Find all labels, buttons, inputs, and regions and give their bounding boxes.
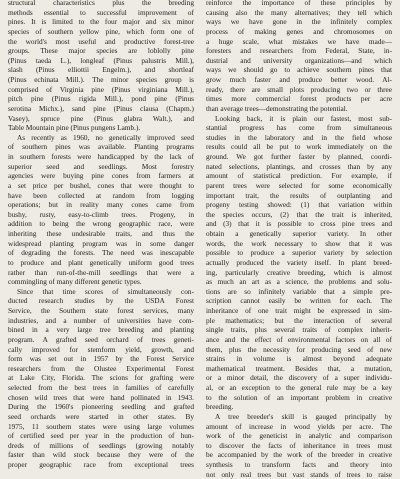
text-line: ance and the effect of environmental factors on all of xyxy=(206,334,392,344)
text-line: as much an art as a science, the problems and solu- xyxy=(206,277,392,287)
text-line: widespread planting program was in some danger xyxy=(8,238,194,248)
text-line: operations; but in reality many cones came from xyxy=(8,200,194,210)
text-line: inheriting these undesirable traits, and thus the xyxy=(8,229,194,238)
text-line: tions are so infinitely variable that a simple pre- xyxy=(206,286,392,296)
text-line: a set price per bushel, cones that were thought to xyxy=(8,180,194,190)
text-line: slash (Pinus elliottii Engelm.), and shortleaf xyxy=(8,65,194,75)
text-line: actually produced the variety itself. In plant breed- xyxy=(206,257,392,267)
text-line: reinforce the importance of these principles by xyxy=(206,0,392,7)
text-line: (Pinus echinata Mill.). The minor species group is xyxy=(8,75,194,84)
text-line: groups. These major species are loblolly pine xyxy=(8,46,194,56)
text-line: not only real trees but vast stands of trees to raise xyxy=(206,469,392,479)
text-line: Vasey), spruce pine (Pinus glabra Walt.), and xyxy=(8,113,194,123)
text-line: ground. We got further faster by planned, coordi- xyxy=(206,152,392,161)
text-line: mathematical treatment. Besides that, a mutation, xyxy=(206,363,392,373)
text-line: Looking back, it is plain our fastest, most sub- xyxy=(215,113,392,123)
text-line: ways we should go to achieve southern pines that xyxy=(206,65,392,75)
text-line: to produce and plant genetically uniform good trees xyxy=(8,257,194,267)
text-line: As recently as 1960, no genetically improved seed xyxy=(17,132,194,142)
text-line: ready, there are small plots producing two or three xyxy=(206,84,392,94)
text-line: have been collected at random from logging xyxy=(8,190,194,200)
text-line: words, the work necessary to show that it was xyxy=(206,238,392,248)
text-line: pines. It is limited to the four major and six minor xyxy=(8,17,194,27)
text-line: causing also the many alternatives; they tell which xyxy=(206,7,392,17)
text-line: work of the geneticist in analytic and comparison xyxy=(206,431,392,441)
text-line: grow much faster and produce better wood. Al- xyxy=(206,75,392,84)
text-line: 1975, 11 southern states were using large volumes xyxy=(8,421,194,431)
text-line: inheritance of one trait might be expressed in sim- xyxy=(206,306,392,315)
text-line: obtain a genetically superior variety. In other xyxy=(206,229,392,238)
text-line: superior seed and seedlings. Most forestry xyxy=(8,161,194,171)
text-line: researchers from the Olustee Experimental Forest xyxy=(8,363,194,373)
text-line: industries, and a number of universities have com- xyxy=(8,315,194,325)
text-line: seed orchards were started in other states. By xyxy=(8,411,194,421)
text-line: ing, particularly creative breeding, which is almost xyxy=(206,267,392,277)
text-line: foresters and researchers from Federal, State, in- xyxy=(206,46,392,56)
text-line: possible to produce a superior variety by selection xyxy=(206,248,392,258)
text-line: them, plus the necessity for producing seed of new xyxy=(206,344,392,354)
text-line: cally improved for stemform yield, growth, and xyxy=(8,344,194,354)
text-line: pitch pine (Pinus rigida Mill.), pond pine (Pinus xyxy=(8,94,194,104)
text-line: bushy, rusty, easy-to-climb trees. Progeny, in xyxy=(8,209,194,219)
text-line: of certified seed per year in the production of hun- xyxy=(8,431,194,441)
text-line: selected from the best trees in families of carefully xyxy=(8,383,194,392)
right-column xyxy=(206,0,392,479)
text-line: nated selections, plantings, and crosses than by any xyxy=(206,161,392,171)
text-line: (Pinus taeda L.), longleaf (Pinus palustris Mill.), xyxy=(8,55,194,65)
text-line: to discover the facts of inheritance in trees must xyxy=(206,440,392,450)
text-line: than average trees—demonstrating the potential. xyxy=(206,103,348,113)
text-line: agencies were buying pine cones from farmers at xyxy=(8,171,194,181)
text-line: breeding. xyxy=(206,402,234,412)
text-line: addition to being the wrong geographic race, were xyxy=(8,219,194,229)
text-line: During the 1960's pioneering seedling and grafted xyxy=(8,402,194,412)
text-line: faster than wild stock because they were of the xyxy=(8,450,194,460)
text-line: strains in volume is almost beyond adequate xyxy=(206,354,392,364)
text-line: of degrading the forests. The need was inescapable xyxy=(8,248,194,258)
text-line: the species occurs, (2) that the trait is inherited, xyxy=(206,209,392,219)
text-line: to the solution of an important problem in creative xyxy=(206,392,392,402)
text-line: important trait, the results of outplanting and xyxy=(206,190,392,200)
text-line: times more commercial forest products per acre xyxy=(206,94,392,104)
text-line: process of making genes and chromosomes on xyxy=(206,26,392,36)
text-line: methods essential to successful improvement of xyxy=(8,7,194,17)
text-line: proper geographic race from exceptional trees xyxy=(8,460,194,469)
text-line: ducted research studies by the USDA Forest xyxy=(8,296,194,306)
text-line: ple mathematics; but the interaction of several xyxy=(206,315,392,325)
text-line: Since that time scores of simultaneously con- xyxy=(17,286,194,296)
text-line: parent trees were selected for some economically xyxy=(206,180,392,190)
text-line: and (3) that it is possible to cross pine trees and xyxy=(206,219,392,229)
text-line: at Lake City, Florida. The scions for grafting were xyxy=(8,373,194,383)
text-line: stantial progress has come from simultaneous xyxy=(206,123,392,133)
text-line: ways we have gone in the infinitely complex xyxy=(206,17,392,27)
text-line: A tree breeder's skill is gauged principally by xyxy=(215,411,392,421)
text-line: structural characteristics plus the breeding xyxy=(8,0,194,7)
text-line: Service, the Southern state forest services, many xyxy=(8,306,194,315)
text-line: progeny testing showed: (1) that variation within xyxy=(206,200,392,210)
text-line: species of southern yellow pine, which form one of xyxy=(8,26,194,36)
text-line: comprised of Virginia pine (Pinus virginiana Mill.), xyxy=(8,84,194,94)
text-line: the world's most useful and productive forest-tree xyxy=(8,36,194,46)
text-line: single traits, plus several traits of complex inherit- xyxy=(206,325,392,335)
text-line: a huge scale, what mistakes we have made— xyxy=(206,36,392,46)
text-line: chosen wild trees that were hand pollinated in 1943. xyxy=(8,392,194,402)
text-line: form was set out in 1957 by the Forest Service xyxy=(8,354,194,364)
text-line: or a minor detail, the discovery of a super individu- xyxy=(206,373,392,383)
text-line: synthesis to transform facts and theory into xyxy=(206,460,392,469)
text-line: amount of increase in wood yields per acre. The xyxy=(206,421,392,431)
text-line: bined in a very large tree breeding and planting xyxy=(8,325,194,335)
text-line: Table Mountain pine (Pinus pungens Lamb.). xyxy=(8,123,141,133)
text-line: serotina Michx.), sand pine (Pinus clausa (Chapm.) xyxy=(8,103,194,113)
text-line: be accompanied by the work of the breeder in creative xyxy=(206,450,392,460)
text-line: results could all be put to work immediately on the xyxy=(206,142,392,152)
left-column xyxy=(8,0,194,469)
text-line: dustrial and university organizations—and which xyxy=(206,55,392,65)
text-line: scription cannot easily be written for each. The xyxy=(206,296,392,306)
text-line: commingling of many different genetic types. xyxy=(8,277,142,287)
text-line: al, or an exception to the general rule may be a key xyxy=(206,383,392,392)
text-line: in southern forests were handicapped by the lack of xyxy=(8,152,194,161)
text-line: of southern pines was available. Planting programs xyxy=(8,142,194,152)
text-line: studies in the laboratory and in the field whose xyxy=(206,132,392,142)
text-line: program. A grafted seed orchard of trees geneti- xyxy=(8,334,194,344)
text-line: amount of statistical prediction. For example, if xyxy=(206,171,392,181)
text-line: dreds of millions of seedlings (growing notably xyxy=(8,440,194,450)
text-line: rather than run-of-the-mill seedlings that were a xyxy=(8,267,194,277)
